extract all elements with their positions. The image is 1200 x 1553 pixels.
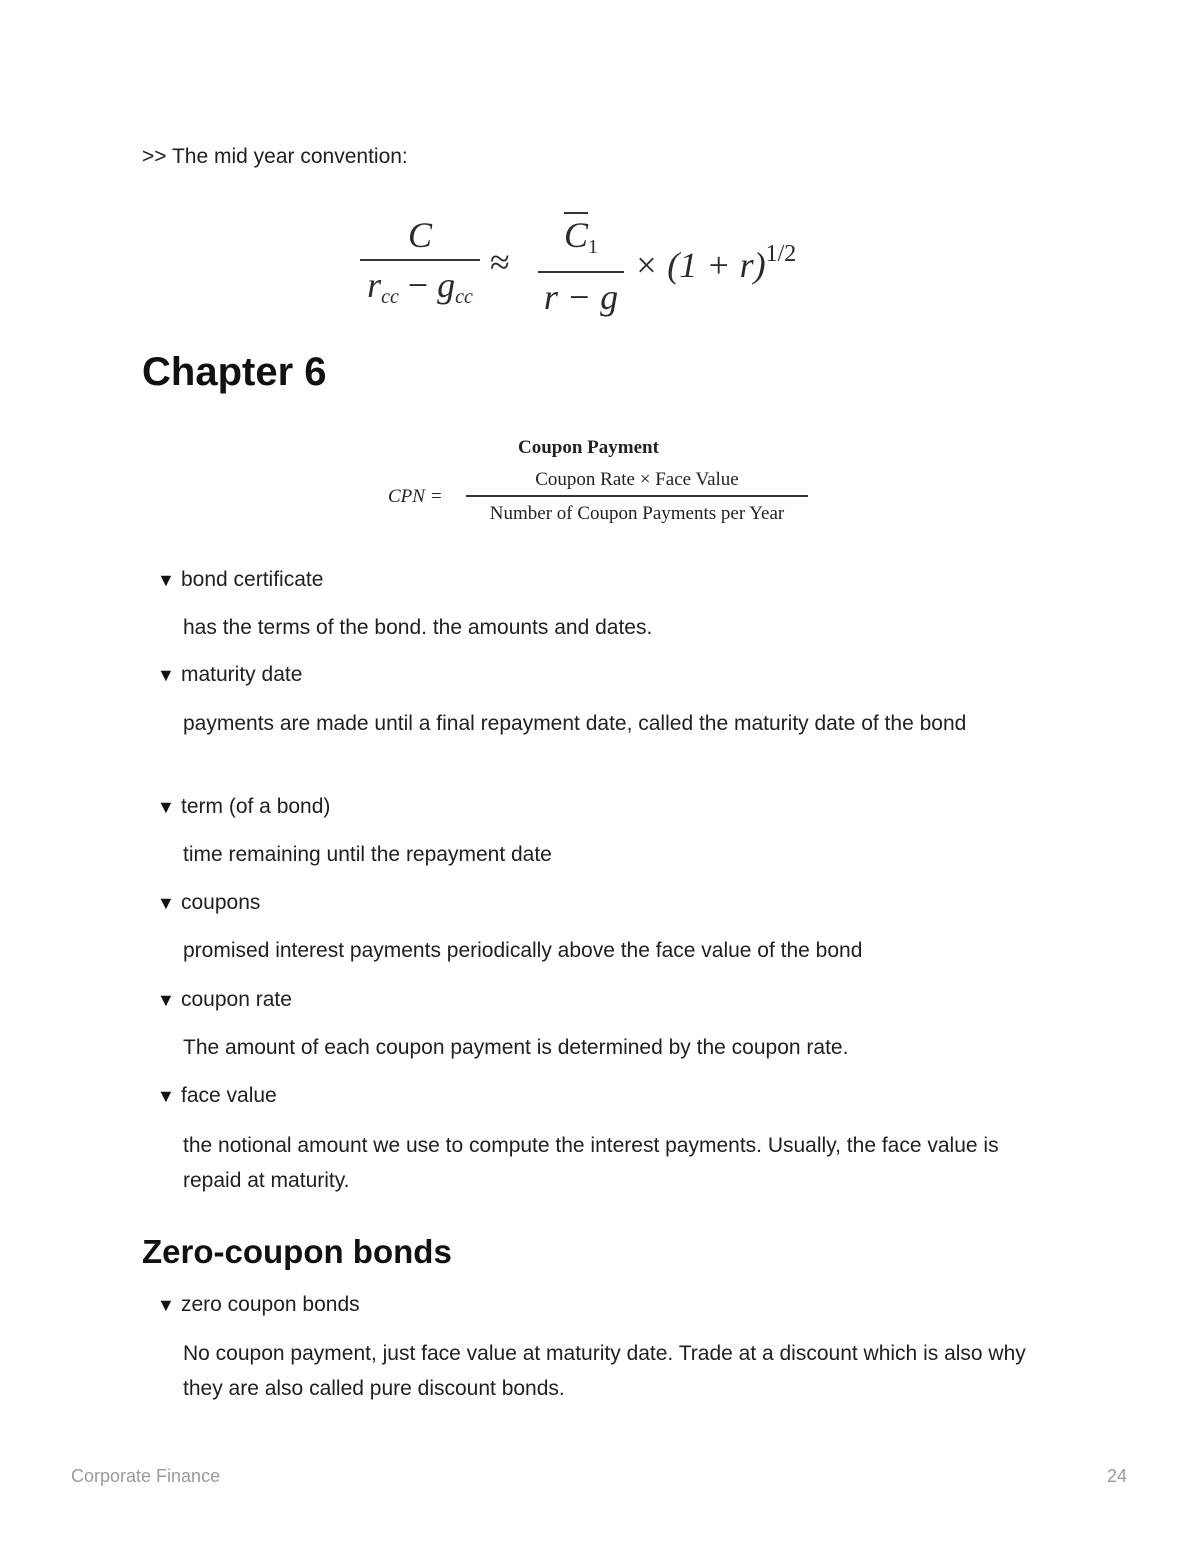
intro-text: >> The mid year convention:: [142, 145, 408, 168]
toggle-content: The amount of each coupon payment is determined by the coupon rate.: [183, 1036, 849, 1059]
toggle-coupons[interactable]: ▼ coupons: [157, 891, 261, 914]
triangle-down-icon[interactable]: ▼: [157, 1086, 175, 1106]
fraction-bar: [538, 271, 624, 273]
formula-title: Coupon Payment: [518, 437, 659, 458]
triangle-down-icon[interactable]: ▼: [157, 797, 175, 817]
toggle-face-value[interactable]: ▼ face value: [157, 1084, 277, 1107]
approx-symbol: ≈: [490, 242, 510, 282]
toggle-maturity-date[interactable]: ▼ maturity date: [157, 663, 303, 686]
toggle-zero-coupon-bonds[interactable]: ▼ zero coupon bonds: [157, 1293, 360, 1316]
toggle-bond-certificate[interactable]: ▼ bond certificate: [157, 568, 324, 591]
triangle-down-icon[interactable]: ▼: [157, 990, 175, 1010]
toggle-term-of-a-bond[interactable]: ▼ term (of a bond): [157, 795, 331, 818]
formula-rhs-fraction: [538, 215, 624, 317]
formula-multiplier: × $(1 + r)^{1/2}$: [634, 241, 797, 285]
chapter-title: Chapter 6: [142, 350, 327, 394]
triangle-down-icon[interactable]: ▼: [157, 893, 175, 913]
toggle-content: the notional amount we use to compute the interest payments. Usually, the face value is repaid at maturity.: [183, 1134, 999, 1192]
formula-denominator: Number of Coupon Payments per Year: [489, 502, 785, 524]
formula-fraction: [466, 469, 808, 525]
toggle-content: payments are made until a final repayment date, called the maturity date of the bond: [183, 712, 967, 735]
formula-rhs-denominator: r − g: [543, 277, 619, 317]
formula-lhs: CPN =: [388, 486, 443, 507]
formula-numerator: Coupon Rate × Face Value: [535, 469, 739, 490]
toggle-content: time remaining until the repayment date: [183, 843, 552, 866]
coupon-payment-formula: [388, 435, 818, 535]
fraction-bar: [466, 495, 808, 497]
triangle-down-icon[interactable]: ▼: [157, 570, 175, 590]
formula-lhs-denominator: $r_{cc} - g_{cc}$: [367, 265, 473, 308]
page-number: 24: [1107, 1466, 1128, 1486]
section-title: Zero-coupon bonds: [142, 1233, 452, 1270]
formula-lhs-fraction: [360, 215, 480, 317]
toggle-coupon-rate[interactable]: ▼ coupon rate: [157, 988, 292, 1011]
formula-rhs-numerator: $C_1$: [538, 215, 624, 267]
mid-year-formula: [360, 205, 840, 315]
formula-lhs-numerator: C: [407, 215, 432, 255]
toggle-content: No coupon payment, just face value at maturity date. Trade at a discount which is also why they are also called pure discount bonds.: [183, 1342, 1026, 1400]
toggle-content: promised interest payments periodically above the face value of the bond: [183, 939, 863, 962]
footer-title: Corporate Finance: [71, 1466, 221, 1486]
fraction-bar: [360, 259, 480, 261]
triangle-down-icon[interactable]: ▼: [157, 665, 175, 685]
triangle-down-icon[interactable]: ▼: [157, 1295, 175, 1315]
toggle-content: has the terms of the bond. the amounts and dates.: [183, 616, 653, 639]
